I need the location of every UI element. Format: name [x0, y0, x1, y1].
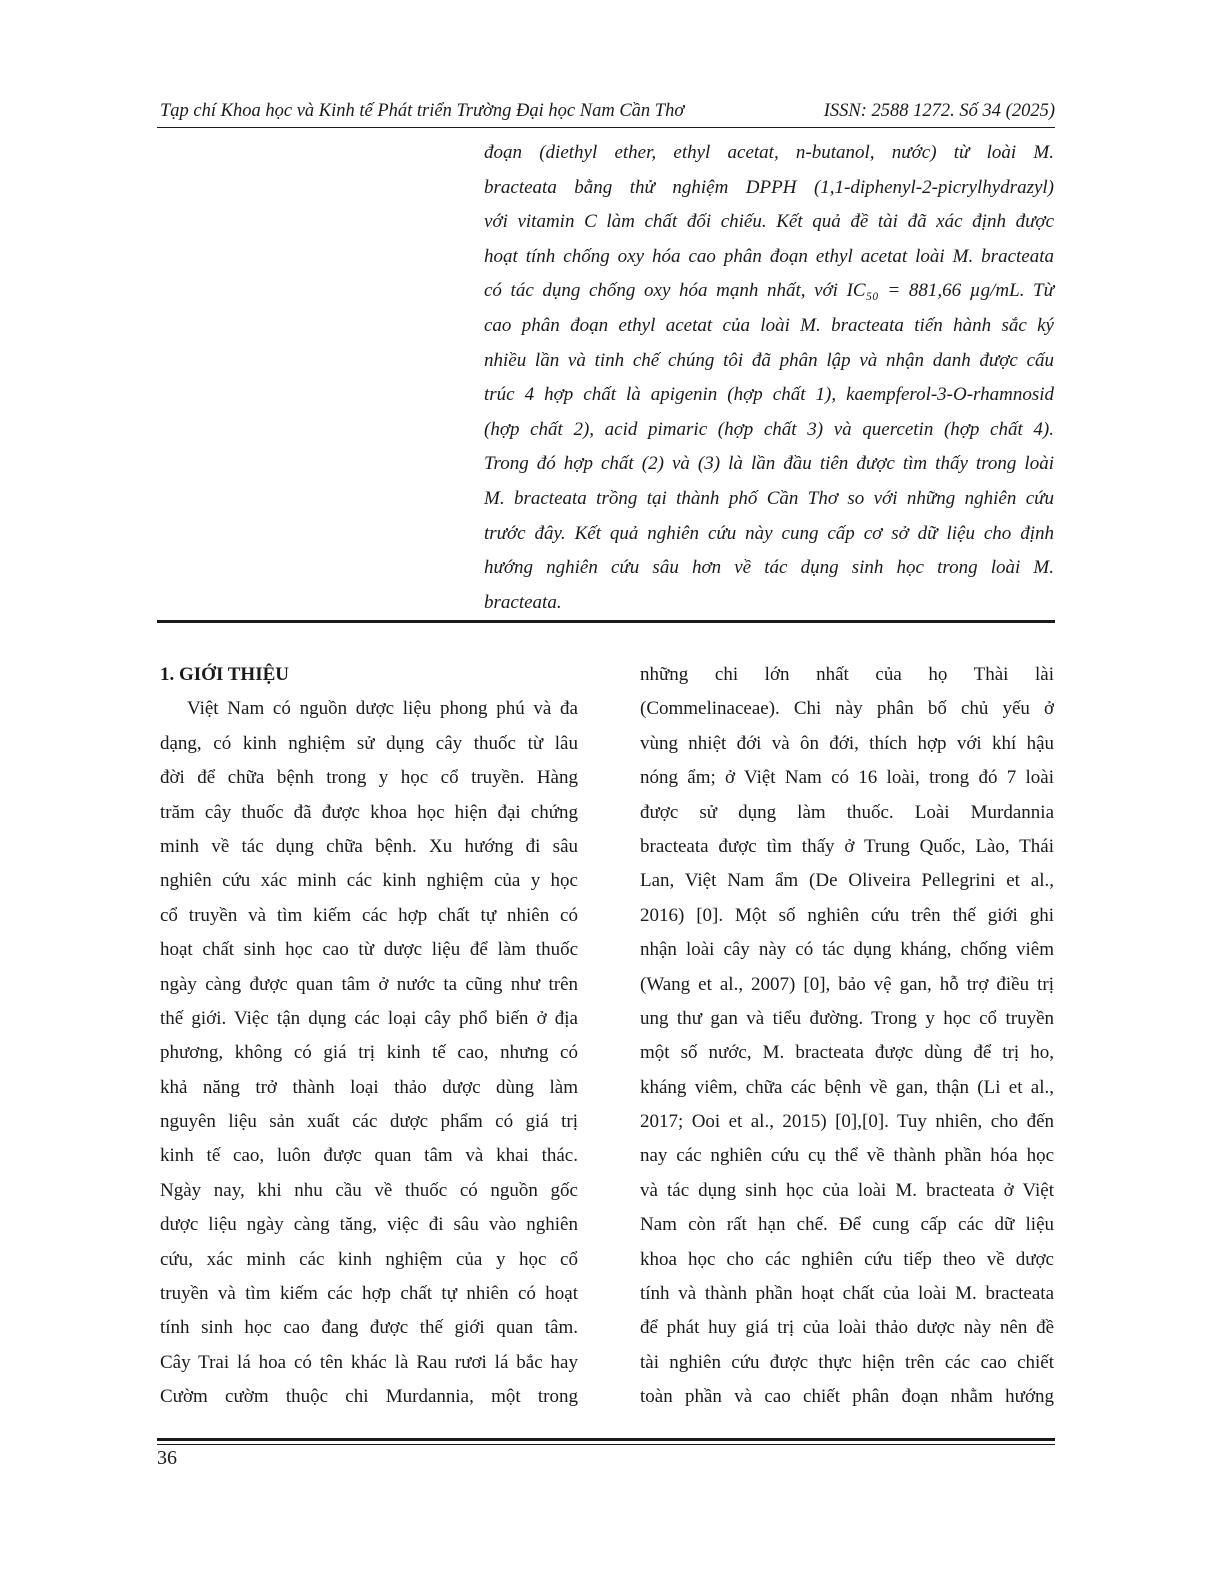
left-column-line: tính sinh học cao đang được thế giới quan tâm.	[160, 1317, 578, 1339]
abstract-text	[484, 136, 1054, 620]
header-rule	[157, 127, 1055, 128]
abstract-line: với vitamin C làm chất đối chiếu. Kết quả đề tài đã xác định được	[484, 211, 1054, 233]
left-column-line: đời để chữa bệnh trong y học cổ truyền. Hàng	[160, 767, 578, 789]
abstract-line: hoạt tính chống oxy hóa cao phân đoạn ethyl acetat loài M. bracteata	[484, 245, 1054, 267]
right-column-line: (Commelinaceae). Chi này phân bố chủ yếu ở	[640, 698, 1054, 720]
footer-rule-bottom	[157, 1444, 1055, 1445]
right-column-line: kháng viêm, chữa các bệnh về gan, thận (Li et al.,	[640, 1076, 1054, 1098]
right-column-line: (Wang et al., 2007) [0], bảo vệ gan, hỗ trợ điều trị	[640, 973, 1054, 995]
right-column-line: Nam còn rất hạn chế. Để cung cấp các dữ liệu	[640, 1214, 1054, 1236]
right-column-line: toàn phần và cao chiết phân đoạn nhằm hướng	[640, 1386, 1054, 1408]
abstract-line: hướng nghiên cứu sâu hơn về tác dụng sinh học trong loài M.	[484, 557, 1054, 579]
right-column-line: để phát huy giá trị của loài thảo dược này nên đề	[640, 1317, 1054, 1339]
right-column-line: tính và thành phần hoạt chất của loài M. bracteata	[640, 1283, 1054, 1305]
left-column-line: nghiên cứu xác minh các kinh nghiệm của y học	[160, 870, 578, 892]
abstract-line: có tác dụng chống oxy hóa mạnh nhất, với IC₅₀ = 881,66 µg/mL. Từ	[484, 280, 1054, 302]
left-column-line: truyền và tìm kiếm các hợp chất tự nhiên có hoạt	[160, 1283, 578, 1305]
abstract-line: nhiều lần và tinh chế chúng tôi đã phân lập và nhận danh được cấu	[484, 349, 1054, 371]
left-column-line: cổ truyền và tìm kiếm các hợp chất tự nhiên có	[160, 904, 578, 926]
right-column	[640, 658, 1054, 1415]
left-column-line: ngày càng được quan tâm ở nước ta cũng như trên	[160, 973, 578, 995]
page-number: 36	[157, 1447, 177, 1469]
abstract-line: M. bracteata trồng tại thành phố Cần Thơ so với những nghiên cứu	[484, 487, 1054, 509]
right-column-line: nhận loài cây này có tác dụng kháng, chống viêm	[640, 939, 1054, 961]
section-heading: 1. GIỚI THIỆU	[160, 664, 289, 685]
right-column-line: bracteata được tìm thấy ở Trung Quốc, Lào, Thái	[640, 835, 1054, 857]
left-column-line: phương, không có giá trị kinh tế cao, nhưng có	[160, 1042, 578, 1064]
abstract-divider	[157, 620, 1055, 623]
right-column-line: 2017; Ooi et al., 2015) [0],[0]. Tuy nhiên, cho đến	[640, 1111, 1054, 1133]
right-column-line: và tác dụng sinh học của loài M. bracteata ở Việt	[640, 1179, 1054, 1201]
abstract-line: cao phân đoạn ethyl acetat của loài M. bracteata tiến hành sắc ký	[484, 314, 1054, 336]
abstract-line: Trong đó hợp chất (2) và (3) là lần đầu tiên được tìm thấy trong loài	[484, 453, 1054, 475]
right-column-line: những chi lớn nhất của họ Thài lài	[640, 664, 1054, 685]
left-column	[160, 658, 578, 1415]
running-header-journal: Tạp chí Khoa học và Kinh tế Phát triển Trường Đại học Nam Cần Thơ	[160, 101, 685, 121]
abstract-line: trước đây. Kết quả nghiên cứu này cung cấp cơ sở dữ liệu cho định	[484, 522, 1054, 544]
right-column-line: vùng nhiệt đới và ôn đới, thích hợp với khí hậu	[640, 732, 1054, 754]
right-column-line: nóng ẩm; ở Việt Nam có 16 loài, trong đó 7 loài	[640, 767, 1054, 789]
left-column-line: Việt Nam có nguồn dược liệu phong phú và đa	[187, 698, 578, 720]
right-column-line: nay các nghiên cứu cụ thể về thành phần hóa học	[640, 1145, 1054, 1167]
left-column-line: Cườm cườm thuộc chi Murdannia, một trong	[160, 1386, 578, 1408]
right-column-line: 2016) [0]. Một số nghiên cứu trên thế giới ghi	[640, 904, 1054, 926]
left-column-line: cứu, xác minh các kinh nghiệm của y học cổ	[160, 1248, 578, 1270]
right-column-line: khoa học cho các nghiên cứu tiếp theo về dược	[640, 1248, 1054, 1270]
right-column-line: Lan, Việt Nam ẩm (De Oliveira Pellegrini et al.,	[640, 870, 1054, 892]
left-column-line: hoạt chất sinh học cao từ dược liệu để làm thuốc	[160, 939, 578, 961]
footer-rule-top	[157, 1438, 1055, 1441]
abstract-line: bracteata bằng thử nghiệm DPPH (1,1-diphenyl-2-picrylhydrazyl)	[484, 176, 1054, 198]
left-column-line: Ngày nay, khi nhu cầu về thuốc có nguồn gốc	[160, 1179, 578, 1201]
left-column-line: dược liệu ngày càng tăng, việc đi sâu vào nghiên	[160, 1214, 578, 1236]
abstract-line: trúc 4 hợp chất là apigenin (hợp chất 1), kaempferol-3-O-rhamnosid	[484, 384, 1054, 406]
abstract-line: bracteata.	[484, 591, 562, 613]
abstract-line: (hợp chất 2), acid pimaric (hợp chất 3) và quercetin (hợp chất 4).	[484, 418, 1054, 440]
left-column-line: nguyên liệu sản xuất các dược phẩm có giá trị	[160, 1111, 578, 1133]
right-column-line: tài nghiên cứu được thực hiện trên các cao chiết	[640, 1351, 1054, 1373]
right-column-line: một số nước, M. bracteata được dùng để trị ho,	[640, 1042, 1054, 1064]
left-column-line: minh về tác dụng chữa bệnh. Xu hướng đi sâu	[160, 835, 578, 857]
abstract-line: đoạn (diethyl ether, ethyl acetat, n-butanol, nước) từ loài M.	[484, 142, 1054, 163]
right-column-line: được sử dụng làm thuốc. Loài Murdannia	[640, 801, 1054, 823]
left-column-line: Cây Trai lá hoa có tên khác là Rau rươi lá bắc hay	[160, 1351, 578, 1373]
running-header-issn: ISSN: 2588 1272. Số 34 (2025)	[823, 101, 1055, 121]
right-column-line: ung thư gan và tiểu đường. Trong y học cổ truyền	[640, 1007, 1054, 1029]
left-column-line: trăm cây thuốc đã được khoa học hiện đại chứng	[160, 801, 578, 823]
left-column-line: thế giới. Việc tận dụng các loại cây phổ biến ở địa	[160, 1007, 578, 1029]
left-column-line: dạng, có kinh nghiệm sử dụng cây thuốc từ lâu	[160, 732, 578, 754]
left-column-line: khả năng trở thành loại thảo dược dùng làm	[160, 1076, 578, 1098]
left-column-line: kinh tế cao, luôn được quan tâm và khai thác.	[160, 1145, 578, 1167]
